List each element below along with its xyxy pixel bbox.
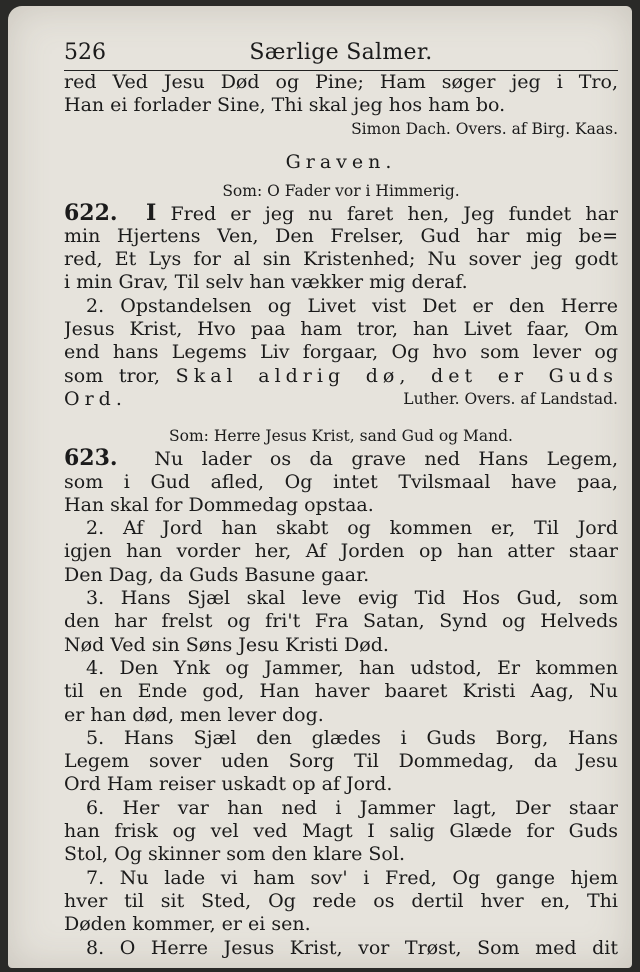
text-line — [64, 365, 618, 388]
text-line: 6. Her var han ned i Jammer lagt, Der staar — [86, 796, 618, 819]
text-line: er han død, men lever dog. — [64, 703, 324, 726]
initial-letter: I — [145, 201, 157, 225]
page-number: 526 — [64, 40, 106, 65]
hymn-melody: Som: Herre Jesus Krist, sand Gud og Mand. — [169, 427, 513, 446]
hymn-credit: Simon Dach. Overs. af Birg. Kaas. — [351, 119, 618, 138]
running-title: Særlige Salmer. — [249, 40, 433, 65]
book-page — [8, 6, 632, 968]
text-line: til en Ende god, Han haver baaret Kristi Aag, Nu — [64, 680, 618, 703]
hymn-first-line — [64, 447, 618, 470]
hymn-number: 622. — [64, 201, 118, 225]
text-line: 4. Den Ynk og Jammer, han udstod, Er kommen — [86, 656, 618, 679]
text-line: han frisk og vel ved Magt I salig Glæde for Guds — [64, 820, 618, 843]
text-line: Legem sover uden Sorg Til Dommedag, da Jesu — [64, 750, 618, 773]
text-line: Han ei forlader Sine, Thi skal jeg hos ham bo. — [64, 94, 506, 117]
text-line: Han skal for Dommedag opstaa. — [64, 493, 374, 516]
text-line: 5. Hans Sjæl den glædes i Guds Borg, Hans — [86, 726, 618, 749]
text-line: som i Gud afled, Og intet Tvilsmaal have paa, — [64, 470, 618, 493]
text-line: red, Et Lys for al sin Kristenhed; Nu sover jeg godt — [64, 248, 618, 271]
text-line: Døden kommer, er ei sen. — [64, 913, 311, 936]
text-line: Nød Ved sin Søns Jesu Kristi Død. — [64, 633, 389, 656]
text-line: min Hjertens Ven, Den Frelser, Gud har mig be= — [64, 224, 618, 247]
hymn-melody: Som: O Fader vor i Himmerig. — [222, 181, 460, 200]
spaced-text: Skal aldrig dø, det er Guds — [175, 364, 618, 387]
text-line: 2. Opstandelsen og Livet vist Det er den Herre — [86, 294, 618, 317]
running-header — [64, 40, 618, 71]
text-line: Ord Ham reiser uskadt op af Jord. — [64, 773, 393, 796]
text-line: igjen han vorder her, Af Jorden op han atter staar — [64, 540, 618, 563]
text-line: i min Grav, Til selv han vækker mig deraf. — [64, 271, 468, 294]
text-fragment: Fred er jeg nu faret hen, Jeg fundet har — [170, 202, 618, 225]
hymn-number: 623. — [64, 447, 118, 471]
spaced-text: Ord. — [64, 387, 127, 410]
text-line: red Ved Jesu Død og Pine; Ham søger jeg i Tro, — [64, 71, 618, 93]
section-title: Graven. — [285, 150, 397, 173]
hymn-credit: Luther. Overs. af Landstad. — [403, 389, 618, 408]
text-line: Stol, Og skinner som den klare Sol. — [64, 843, 405, 866]
text-line: Jesus Krist, Hvo paa ham tror, han Livet faar, Om — [64, 318, 618, 341]
text-line: den har frelst og fri't Fra Satan, Synd og Helveds — [64, 610, 618, 633]
hymn-first-line — [64, 202, 618, 225]
text-line: end hans Legems Liv forgaar, Og hvo som lever og — [64, 341, 618, 364]
text-fragment: Nu lader os da grave ned Hans Legem, — [154, 448, 618, 471]
text-line: 7. Nu lade vi ham sov' i Fred, Og gange hjem — [86, 866, 618, 889]
text-line — [64, 388, 618, 411]
text-line: Den Dag, da Guds Basune gaar. — [64, 563, 370, 586]
text-line: 8. O Herre Jesus Krist, vor Trøst, Som med dit — [86, 936, 618, 959]
text-fragment: som tror, — [64, 364, 161, 387]
page-text — [64, 40, 618, 960]
spacer — [64, 411, 618, 423]
text-line: hver til sit Sted, Og rede os dertil hver en, Thi — [64, 889, 618, 912]
text-line: 2. Af Jord han skabt og kommen er, Til Jord — [86, 517, 618, 540]
text-line: 3. Hans Sjæl skal leve evig Tid Hos Gud, som — [86, 587, 618, 610]
